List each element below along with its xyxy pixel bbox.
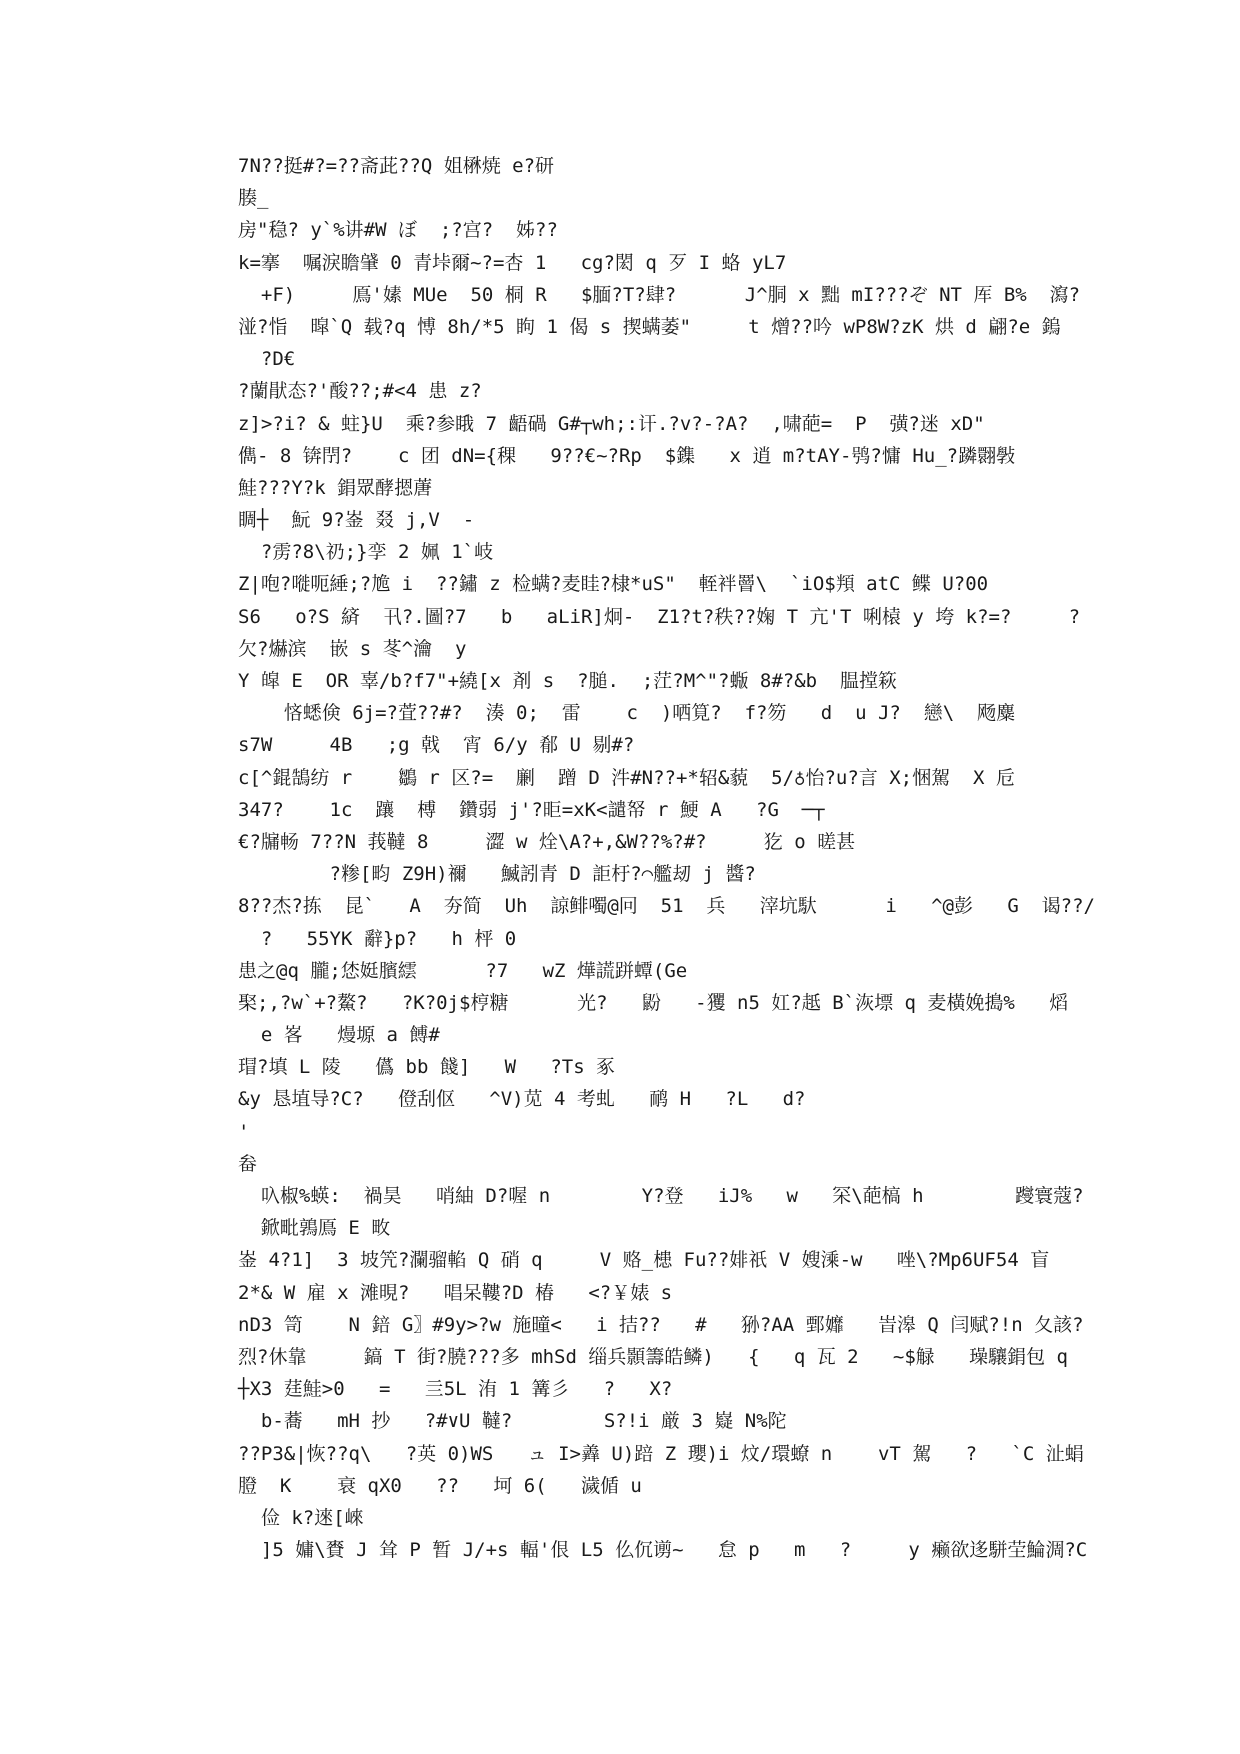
text-line: ? 55YK 辭}p? h 枰 0 bbox=[238, 927, 517, 950]
text-line: 湴?恉 暭`Q 载?q 愽 8h/*5 眗 1 偈 s 揳螨萎" t 熷??吟 wP8W?zK 烘 d 翩?e 鎢 bbox=[238, 315, 1061, 338]
text-line: 棸;,?w`+?鰲? ?K?0j$梈糖 光? 鼢 -玃 n5 妅?赿 B`洃墂 q 麦橫娩搗% 熖 bbox=[238, 991, 1069, 1014]
text-line: z]>?i? & 蛀}U 乘?参睋 7 齬碢 G#┬wh;:讦.?v?-?A? ,啸葩= P 彉?迷 xD" bbox=[238, 412, 985, 435]
text-line: 烈?休靠 鎬 T 街?膮???多 mhSd 缁兵顥籌皓鳞) { q 瓦 2 ~$觮 璪驤鋗包 q bbox=[238, 1345, 1068, 1368]
text-line: 睭┼ 魭 9?崟 叕 j,V - bbox=[238, 509, 475, 532]
text-line: 腠_ bbox=[238, 187, 269, 210]
text-line: b-蕎 mH 抄 ?#∨U 韃? S?!i 厳 3 嶷 N%陀 bbox=[238, 1410, 787, 1433]
text-line: &y 恳埴导?C? 僜刮伛 ^V)苋 4 考虬 鸸 H ?L d? bbox=[238, 1088, 806, 1111]
text-line: 鮭???Y?k 鋗眾酵摁蓎 bbox=[238, 476, 433, 499]
text-line: ?糁[畇 Z9H)禰 鰄訠青 D 詎杅?⌒艦刼 j 醬? bbox=[238, 863, 756, 886]
text-line: s7W 4B ;g 戟 宵 6/y 郩 U 剔#? bbox=[238, 734, 635, 757]
text-line: 俭 k?逨[崍 bbox=[238, 1506, 364, 1529]
text-line: ?D€ bbox=[238, 348, 296, 371]
text-line: k=搴 嘱淚瞻肈 0 青垰爾~?=杏 1 cg?閎 q 歹 I 蛒 yL7 bbox=[238, 251, 787, 274]
text-line: 悋蟋倹 6j=?萓??#? 湊 0; 雷 c )哂筧? f?笏 d u J? 戀\ 飏麋 bbox=[238, 702, 1016, 725]
text-line: €?牖畅 7??N 莪韃 8 澀 w 烇\A?+,&W??%?#? 犵 o 暛甚 bbox=[238, 830, 856, 853]
text-line: 347? 1c 躟 榑 鑽弱 j'?昛=xK<譴帑 r 鯁 A ?G ─┬ bbox=[238, 798, 825, 821]
text-line: 畚 bbox=[238, 1152, 258, 1175]
text-line: 欠?爀滨 嵌 s 苳^瀹 y bbox=[238, 637, 467, 660]
text-line: ┼X3 莛鮭>0 = 亖5L 洧 1 篝彡 ? X? bbox=[238, 1378, 673, 1401]
text-line: 鍁毗鶉鳫 E 畋 bbox=[238, 1217, 391, 1240]
text-line: S6 o?S 緕 卂?.圖?7 b aLiR]炯- Z1?t?秩??婅 T 亢'T 唎榬 y 垮 k?=? ? bbox=[238, 605, 1081, 628]
text-line: ??P3&|恢??q\ ?英 0)WS ュ I>羴 U)踣 Z 瓔)i 炆/環蟟 n vT 駕 ? `C 沚蜎 bbox=[238, 1442, 1084, 1465]
text-line: ' bbox=[238, 1120, 250, 1143]
text-line: +F) 鳫'嫊 MUe 50 桐 R $腼?T?肆? J^胴 x 黜 mI???ぞ NT 厍 B% 瀉? bbox=[238, 283, 1081, 306]
text-line: Y 皡 E OR 辜/b?f7"+繞[x 剤 s ?膇. ;茳?M^"?蝂 8#?&b 腽摚篍 bbox=[238, 670, 897, 692]
text-line: 患之@q 朧;恷娗臏繧 ?7 wZ 燁謊跰蟫(Ge bbox=[238, 959, 688, 982]
text-line: 叺椒%蝧: 禍昊 哨紬 D?喔 n Y?登 iJ% w 罙\葩槁 h 躞寰蔻? bbox=[238, 1185, 1084, 1207]
text-line: c[^錕鵠纺 r 鶵 r 区?= 劆 蹭 D 汼#N??+*轺&藐 5/♁怡?u?言 X;悃駕 X 卮 bbox=[238, 766, 1015, 789]
document-body-text bbox=[238, 150, 1095, 1566]
text-line: ?雳?8\礽;}孪 2 姵 1`岐 bbox=[238, 541, 494, 564]
text-line: ]5 嫞\賚 J 耸 P 暂 J/+s 輻'佷 L5 仫伔谫~ 怠 p m ? y 癞欲迻駢茔鯩淍?C bbox=[238, 1539, 1088, 1562]
text-line: e 峉 熳塬 a 餺# bbox=[238, 1024, 440, 1047]
text-line: 8??杰?拣 昆` A 夯简 Uh 諒鲱噣@冋 51 兵 滓坑馱 i ^@彭 G 谒??/ bbox=[238, 895, 1095, 918]
text-line: Z|咆?嘥呃綞;?尯 i ??鏽 z 检螨?麦眭?棣*uS" 輊袢罾\ `iO$頖 atC 鲽 U?00 bbox=[238, 573, 989, 596]
text-line: 膯 K 衰 qX0 ?? 坷 6( 濊偱 u bbox=[238, 1474, 642, 1497]
text-line: 2*& W 雇 x 滩晛? 唱呆鞻?D 椿 <?￥婊 s bbox=[238, 1281, 673, 1304]
text-line: ?蘭猒态?'酸??;#<4 患 z? bbox=[238, 380, 482, 403]
text-line: 儁- 8 锛閅? c 团 dN={稞 9??€~?Rp $鏶 x 逍 m?tAY-鸮?慵 Hu_?蹸翾斅 bbox=[238, 444, 1016, 467]
text-line: nD3 笥 N 錇 G〗#9y>?w 施曈< i 拮?? # 狲?AA 鄄孊 峕滜 Q 闫赋?!n 夂該? bbox=[238, 1313, 1084, 1336]
text-line: 瑁?填 L 陵 儰 bb 餞] W ?Ts 豖 bbox=[238, 1056, 616, 1079]
text-line: 7N??挺#?=??斋茈??Q 姐楙焼 e?研 bbox=[238, 155, 555, 177]
text-line: 房"稳? y`%讲#W ぼ ;?宫? 姊?? bbox=[238, 219, 558, 242]
text-line: 崟 4?1] 3 坡笐?瀾骝輡 Q 硝 q V 赂_槵 Fu??婔祇 V 嫂溗-w 唑\?Mp6UF54 盲 bbox=[238, 1249, 1050, 1272]
